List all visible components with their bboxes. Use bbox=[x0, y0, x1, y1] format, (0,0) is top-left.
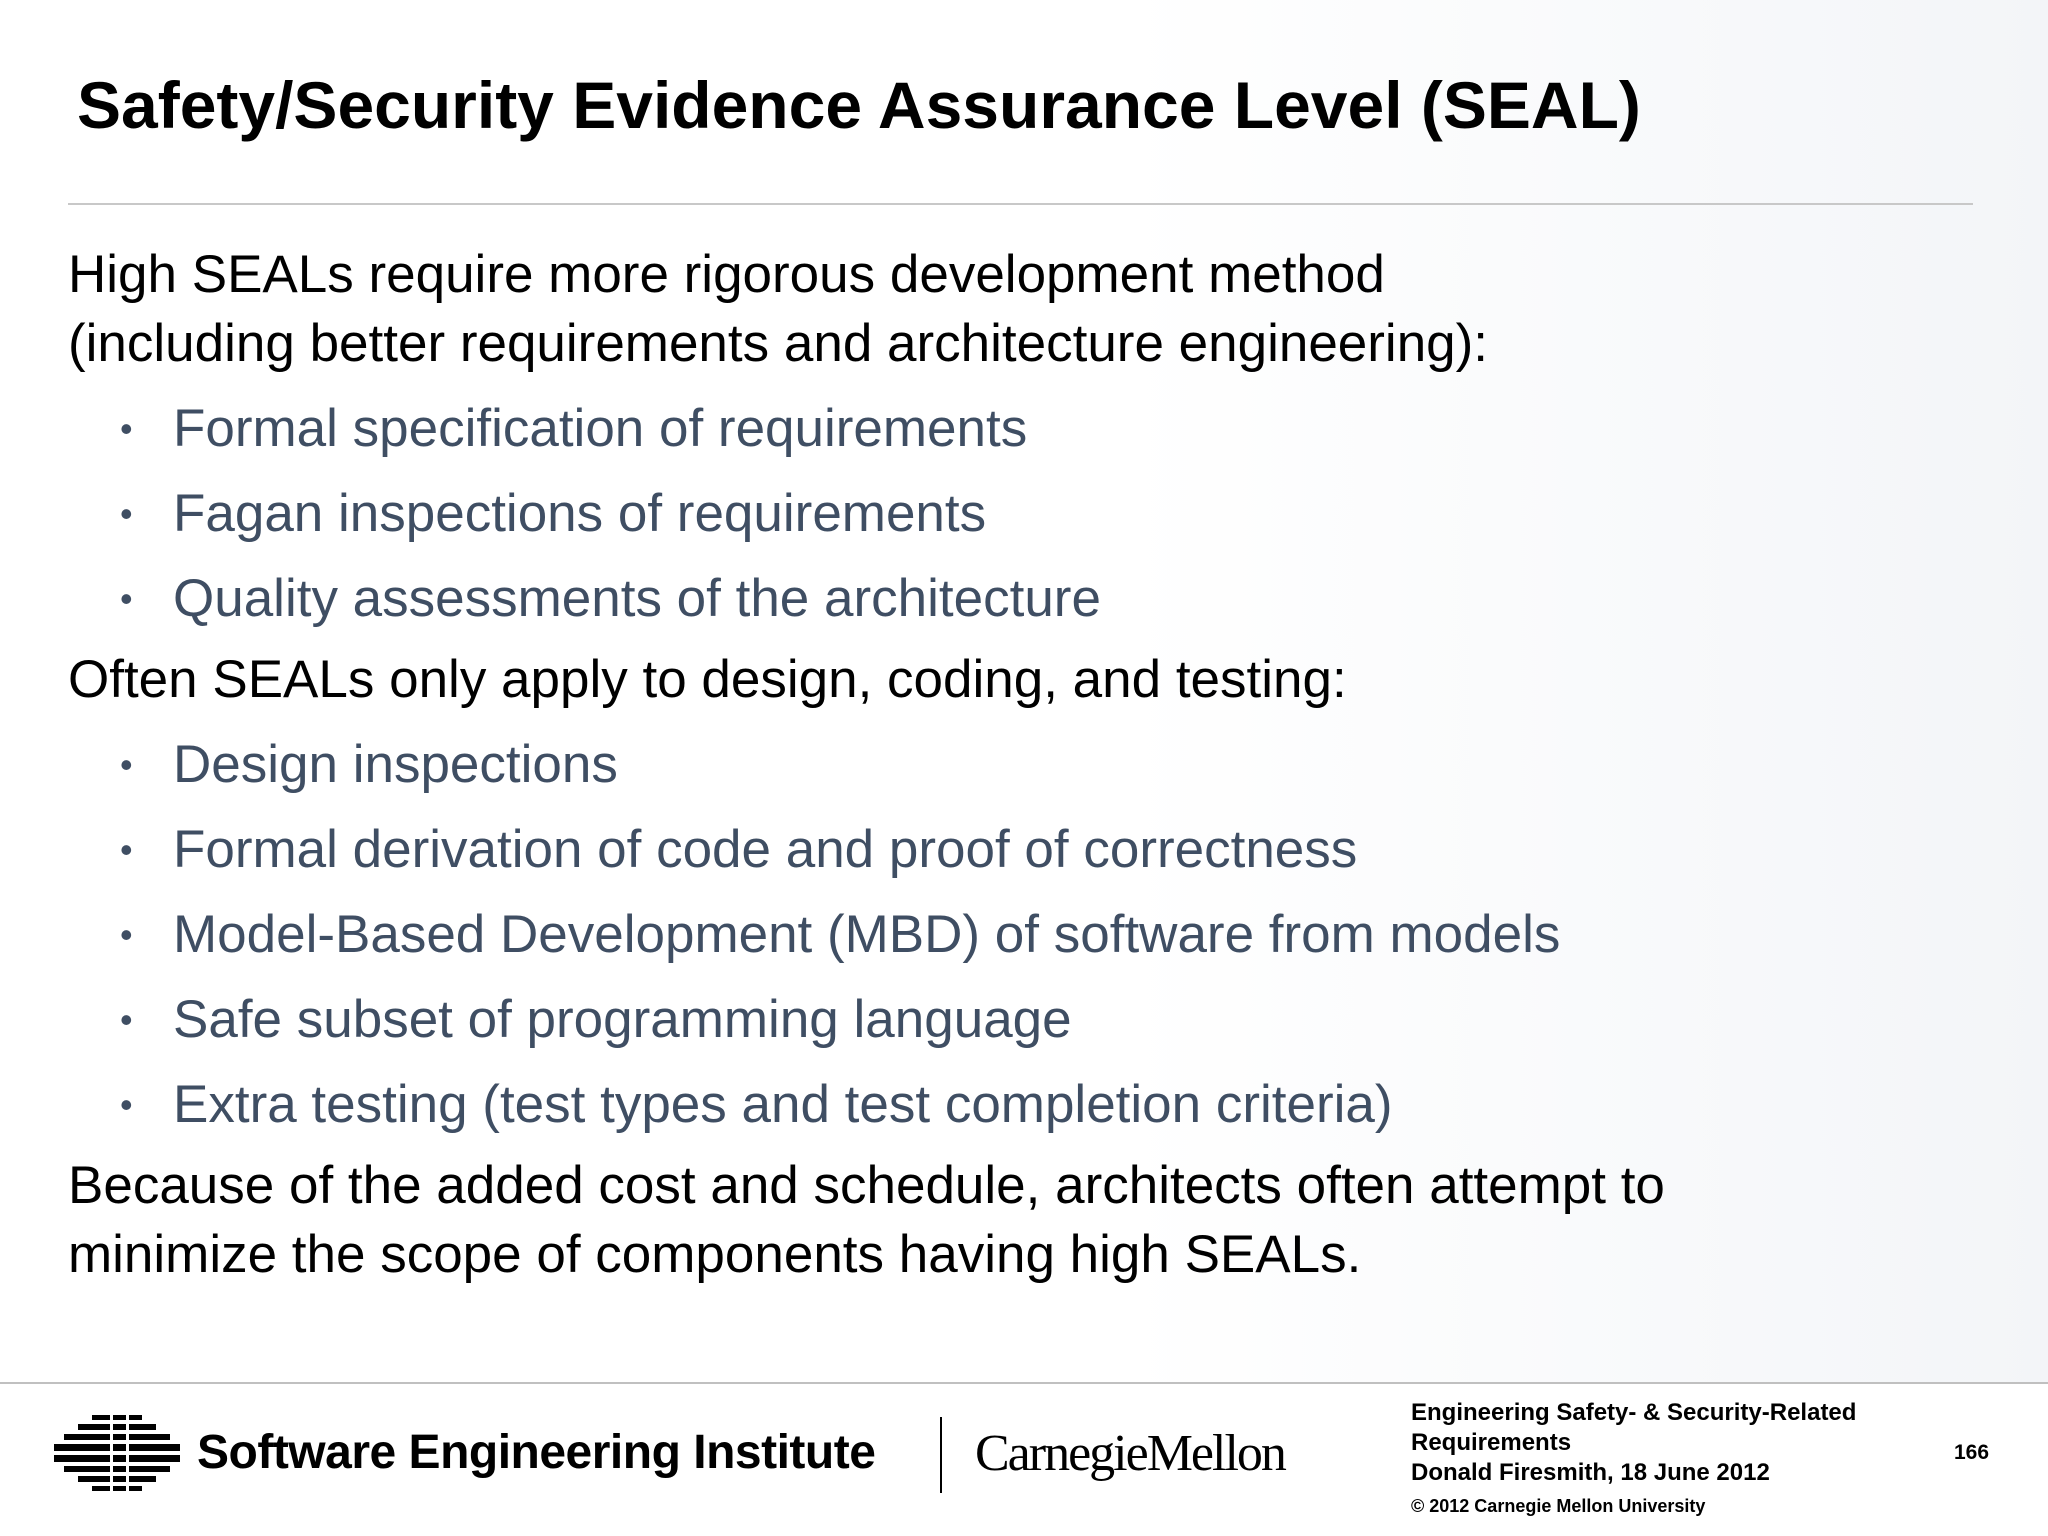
bullet-item bbox=[68, 730, 1968, 799]
bullet-icon: • bbox=[120, 493, 133, 534]
intro-line-2: (including better requirements and architecture engineering): bbox=[68, 314, 1489, 373]
bullet-text: Formal derivation of code and proof of correctness bbox=[173, 820, 1358, 879]
bullet-text: Safe subset of programming language bbox=[173, 990, 1072, 1049]
bullet-item bbox=[68, 1070, 1968, 1139]
conclusion-line-1: Because of the added cost and schedule, architects often attempt to bbox=[68, 1156, 1665, 1215]
bullet-item bbox=[68, 394, 1968, 463]
author-date: Donald Firesmith, 18 June 2012 bbox=[1411, 1459, 1770, 1486]
bullet-icon: • bbox=[120, 829, 133, 870]
slide-title: Safety/Security Evidence Assurance Level (SEAL) bbox=[77, 68, 1641, 142]
bullet-item bbox=[68, 564, 1968, 633]
bullet-icon: • bbox=[120, 1084, 133, 1125]
bullet-icon: • bbox=[120, 914, 133, 955]
bullet-text: Fagan inspections of requirements bbox=[173, 484, 987, 543]
bullet-icon: • bbox=[120, 999, 133, 1040]
bullet-item bbox=[68, 479, 1968, 548]
copyright-notice: © 2012 Carnegie Mellon University bbox=[1411, 1496, 1706, 1516]
conclusion-line-2: minimize the scope of components having high SEALs. bbox=[68, 1225, 1362, 1284]
intro-paragraph bbox=[68, 240, 1968, 378]
requirements-bullet-list bbox=[68, 394, 1968, 633]
bullet-text: Extra testing (test types and test completion criteria) bbox=[173, 1075, 1393, 1134]
slide-body bbox=[68, 240, 1968, 1289]
design-coding-testing-bullet-list bbox=[68, 730, 1968, 1139]
bullet-text: Formal specification of requirements bbox=[173, 399, 1028, 458]
bullet-text: Model-Based Development (MBD) of software from models bbox=[173, 905, 1561, 964]
conclusion-paragraph bbox=[68, 1151, 1968, 1289]
course-title-line-2: Requirements bbox=[1411, 1429, 1572, 1456]
logo-divider bbox=[940, 1417, 942, 1493]
bullet-icon: • bbox=[120, 578, 133, 619]
cmu-wordmark: CarnegieMellon bbox=[975, 1425, 1285, 1482]
bullet-item bbox=[68, 815, 1968, 884]
bullet-item bbox=[68, 985, 1968, 1054]
bullet-icon: • bbox=[120, 408, 133, 449]
page-number: 166 bbox=[1954, 1441, 1990, 1464]
middle-paragraph: Often SEALs only apply to design, coding, and testing: bbox=[68, 650, 1347, 709]
intro-line-1: High SEALs require more rigorous development method bbox=[68, 245, 1385, 304]
footer-divider bbox=[0, 1382, 2048, 1384]
bullet-icon: • bbox=[120, 744, 133, 785]
title-divider bbox=[68, 203, 1973, 205]
bullet-text: Design inspections bbox=[173, 735, 618, 794]
sei-logo-icon bbox=[52, 1413, 182, 1493]
bullet-text: Quality assessments of the architecture bbox=[173, 569, 1101, 628]
footer-course-info bbox=[1411, 1398, 1856, 1488]
course-title-line-1: Engineering Safety- & Security-Related bbox=[1411, 1399, 1857, 1426]
bullet-item bbox=[68, 900, 1968, 969]
sei-wordmark: Software Engineering Institute bbox=[197, 1426, 876, 1479]
